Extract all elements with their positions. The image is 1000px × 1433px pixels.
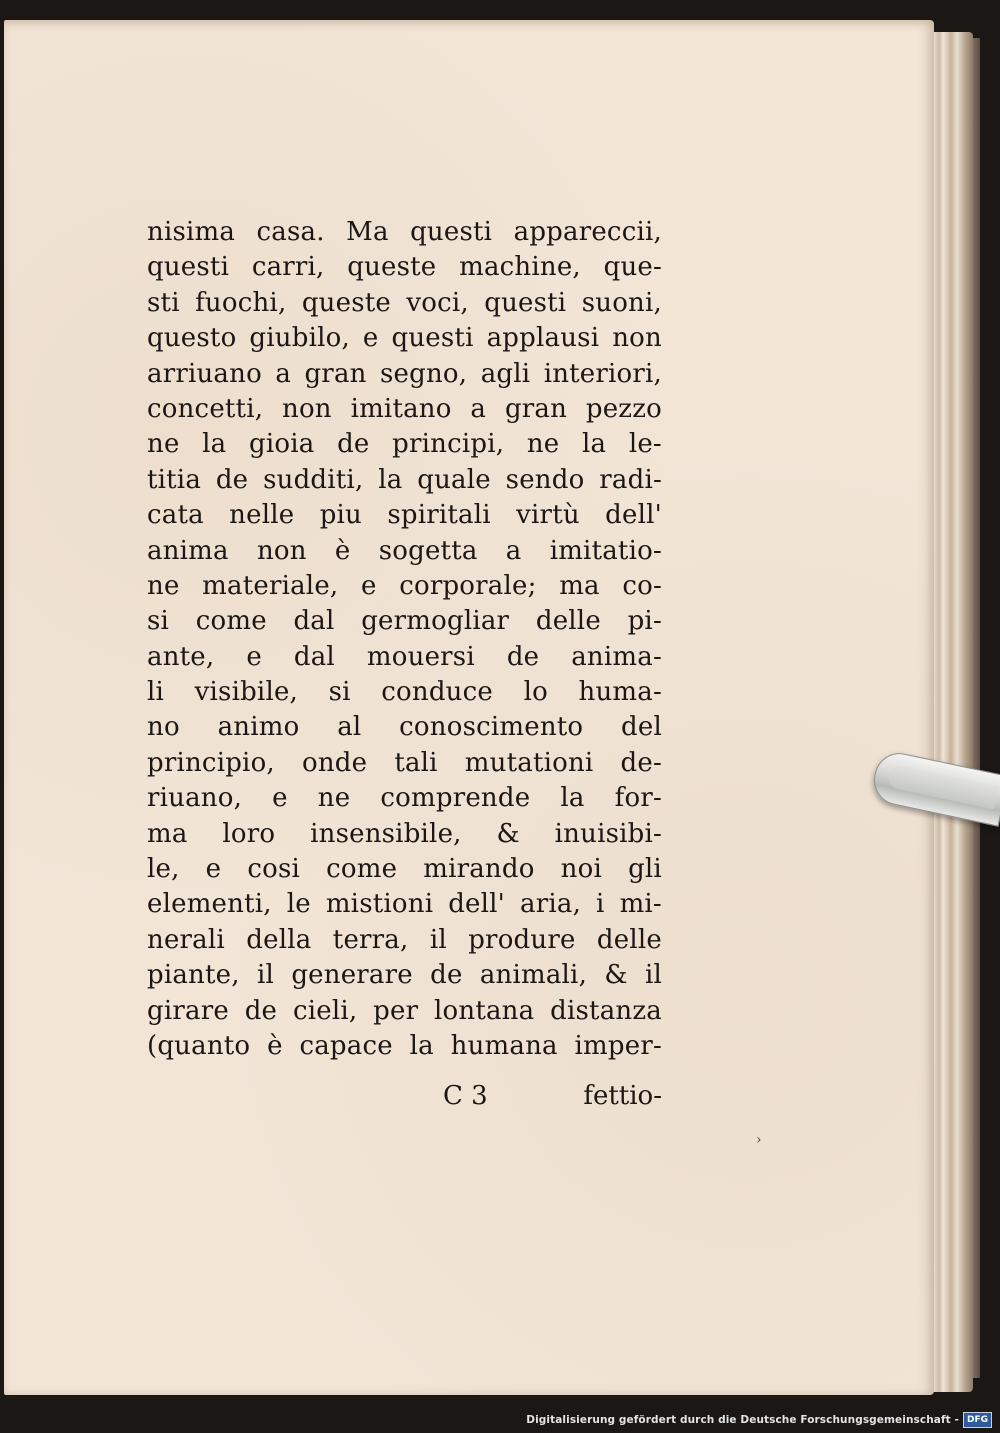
text-line <box>147 675 662 710</box>
text-line <box>147 357 662 392</box>
word: spiritali <box>387 500 491 531</box>
word: lo <box>523 677 548 708</box>
word: si <box>147 606 170 637</box>
word: le, <box>147 854 180 885</box>
word: dal <box>293 606 335 637</box>
word: de <box>244 995 278 1026</box>
word: titia <box>147 464 202 495</box>
text-line <box>147 640 662 675</box>
text-line <box>147 392 662 427</box>
word: lontana <box>434 995 535 1026</box>
word: ante, <box>147 641 215 672</box>
word: materiale, <box>202 570 339 601</box>
word: humana <box>450 1030 558 1061</box>
text-line <box>147 250 662 285</box>
word: mistioni <box>325 889 434 920</box>
word: girare <box>147 995 229 1026</box>
text-line <box>147 498 662 533</box>
word: e <box>362 323 379 354</box>
text-line <box>147 958 662 993</box>
text-line <box>147 604 662 639</box>
word: la <box>378 464 403 495</box>
word: a <box>505 535 522 566</box>
word: sti <box>147 287 180 318</box>
word: casa. <box>256 217 325 247</box>
word: machine, <box>459 252 581 283</box>
word: pezzo <box>585 393 662 424</box>
word: ne <box>147 429 180 460</box>
word: nerali <box>147 924 225 955</box>
text-line <box>147 215 662 250</box>
word: la <box>202 429 227 460</box>
word: germogliar <box>361 606 510 637</box>
text-line <box>147 1029 662 1064</box>
word: tali <box>394 747 438 778</box>
word: le <box>286 889 311 920</box>
word: corporale; <box>399 570 537 601</box>
word: dal <box>293 641 335 672</box>
word: come <box>326 854 398 885</box>
word: carri, <box>251 252 325 283</box>
word: produre <box>468 924 576 955</box>
text-line <box>147 463 662 498</box>
word: terra, <box>332 924 409 955</box>
text-line <box>147 781 662 816</box>
text-line <box>147 923 662 958</box>
word: animo <box>217 712 300 743</box>
word: noi <box>560 854 602 885</box>
dfg-logo: DFG <box>963 1412 992 1428</box>
word: que- <box>603 252 662 283</box>
word: per <box>373 995 419 1026</box>
word: queste <box>347 252 437 283</box>
word: inuisibi- <box>554 818 662 849</box>
word: i <box>596 889 605 920</box>
text-line <box>147 994 662 1029</box>
word: gli <box>628 854 662 885</box>
word: ma <box>559 570 600 601</box>
text-line <box>147 887 662 922</box>
word: sogetta <box>378 535 478 566</box>
word: conoscimento <box>399 712 584 743</box>
word: onde <box>301 747 368 778</box>
word: fuochi, <box>195 287 287 318</box>
word: aria, <box>520 889 582 920</box>
word: sendo <box>505 464 585 495</box>
word: della <box>246 924 312 955</box>
word: cata <box>147 500 204 531</box>
word: anima- <box>571 641 662 672</box>
word: no <box>147 712 180 743</box>
word: segno, <box>380 358 468 389</box>
word: imitano <box>350 393 452 424</box>
word: de <box>506 641 540 672</box>
word: riuano, <box>147 783 243 814</box>
word: il <box>257 960 275 991</box>
text-line <box>147 286 662 321</box>
book-page <box>4 20 934 1395</box>
text-line <box>147 710 662 745</box>
word: piu <box>319 500 362 531</box>
word: generare <box>291 960 413 991</box>
word: mutationi <box>464 747 594 778</box>
text-line <box>147 852 662 887</box>
word: al <box>337 712 362 743</box>
funding-credit: Digitalisierung gefördert durch die Deutsche Forschungsgemeinschaft - <box>526 1414 959 1426</box>
word: capace <box>299 1030 393 1061</box>
word: huma- <box>578 677 662 708</box>
word: quale <box>417 464 491 495</box>
word: interiori, <box>543 358 662 389</box>
word: de- <box>620 747 662 778</box>
word: imitatio- <box>549 535 662 566</box>
word: arriuano <box>147 358 262 389</box>
text-line <box>147 746 662 781</box>
word: le- <box>628 429 662 460</box>
word: questi <box>484 287 567 318</box>
word: ne <box>317 783 351 814</box>
word: anima <box>147 535 229 566</box>
word: Ma <box>346 217 389 247</box>
text-line <box>147 534 662 569</box>
word: sudditi, <box>263 464 364 495</box>
word: gran <box>504 393 568 424</box>
word: questo <box>147 323 237 354</box>
word: si <box>328 677 351 708</box>
word: non <box>282 393 332 424</box>
page-footer-line <box>147 1078 662 1114</box>
word: queste <box>301 287 391 318</box>
text-line <box>147 569 662 604</box>
word: pi- <box>627 606 662 637</box>
word: e <box>246 641 262 672</box>
word: e <box>361 570 377 601</box>
word: li <box>147 677 165 708</box>
word: questi <box>147 252 230 283</box>
word: dell' <box>605 500 662 531</box>
word: suoni, <box>581 287 662 318</box>
word: è <box>267 1030 283 1061</box>
digitization-footer <box>526 1411 992 1429</box>
word: è <box>334 535 351 566</box>
text-line <box>147 427 662 462</box>
word: questi <box>391 323 474 354</box>
word: giubilo, <box>249 323 350 354</box>
word: imper- <box>574 1030 662 1061</box>
word: dell' <box>448 889 506 920</box>
word: mirando <box>423 854 535 885</box>
word: questi <box>410 217 493 247</box>
word: principi, <box>392 429 505 460</box>
word: ne <box>526 429 560 460</box>
word: de <box>337 429 370 460</box>
word: concetti, <box>147 393 264 424</box>
word: applausi <box>486 323 600 354</box>
word: insensibile, <box>310 818 462 849</box>
word: nelle <box>229 500 295 531</box>
word: cieli, <box>292 995 358 1026</box>
word: & <box>496 818 520 849</box>
word: de <box>215 464 249 495</box>
word: distanza <box>550 995 662 1026</box>
word: come <box>195 606 267 637</box>
word: comprende <box>380 783 531 814</box>
word: la <box>581 429 607 460</box>
word: radi- <box>599 464 662 495</box>
ink-speck: › <box>756 1132 762 1148</box>
word: cosi <box>247 854 301 885</box>
word: for- <box>614 783 662 814</box>
word: la <box>409 1030 434 1061</box>
word: principio, <box>147 747 275 778</box>
word: appareccii, <box>513 217 662 247</box>
word: & <box>604 960 628 991</box>
word: visibile, <box>194 677 299 708</box>
word: non <box>256 535 307 566</box>
word: elementi, <box>147 889 272 920</box>
word: loro <box>222 818 276 849</box>
word: piante, <box>147 960 240 991</box>
text-line <box>147 321 662 356</box>
text-line <box>147 817 662 852</box>
body-text <box>147 215 662 1064</box>
word: e <box>272 783 288 814</box>
word: il <box>429 924 447 955</box>
word: conduce <box>381 677 493 708</box>
word: de <box>430 960 463 991</box>
word: a <box>470 393 487 424</box>
catchword: fettio- <box>583 1081 662 1111</box>
word: il <box>644 960 662 991</box>
signature-mark: C 3 <box>443 1081 488 1111</box>
word: e <box>205 854 222 885</box>
word: delle <box>535 606 601 637</box>
word: mi- <box>619 889 662 920</box>
word: gioia <box>249 429 315 460</box>
word: non <box>612 323 662 354</box>
word: a <box>275 358 292 389</box>
word: nisima <box>147 217 236 247</box>
word: agli <box>480 358 531 389</box>
word: delle <box>596 924 662 955</box>
word: ma <box>147 818 188 849</box>
word: ne <box>147 570 180 601</box>
word: (quanto <box>147 1030 251 1061</box>
word: virtù <box>516 500 580 531</box>
word: del <box>621 712 662 743</box>
word: voci, <box>406 287 469 318</box>
word: animali, <box>479 960 588 991</box>
word: gran <box>304 358 367 389</box>
word: la <box>560 783 585 814</box>
word: co- <box>622 570 662 601</box>
word: mouersi <box>366 641 475 672</box>
